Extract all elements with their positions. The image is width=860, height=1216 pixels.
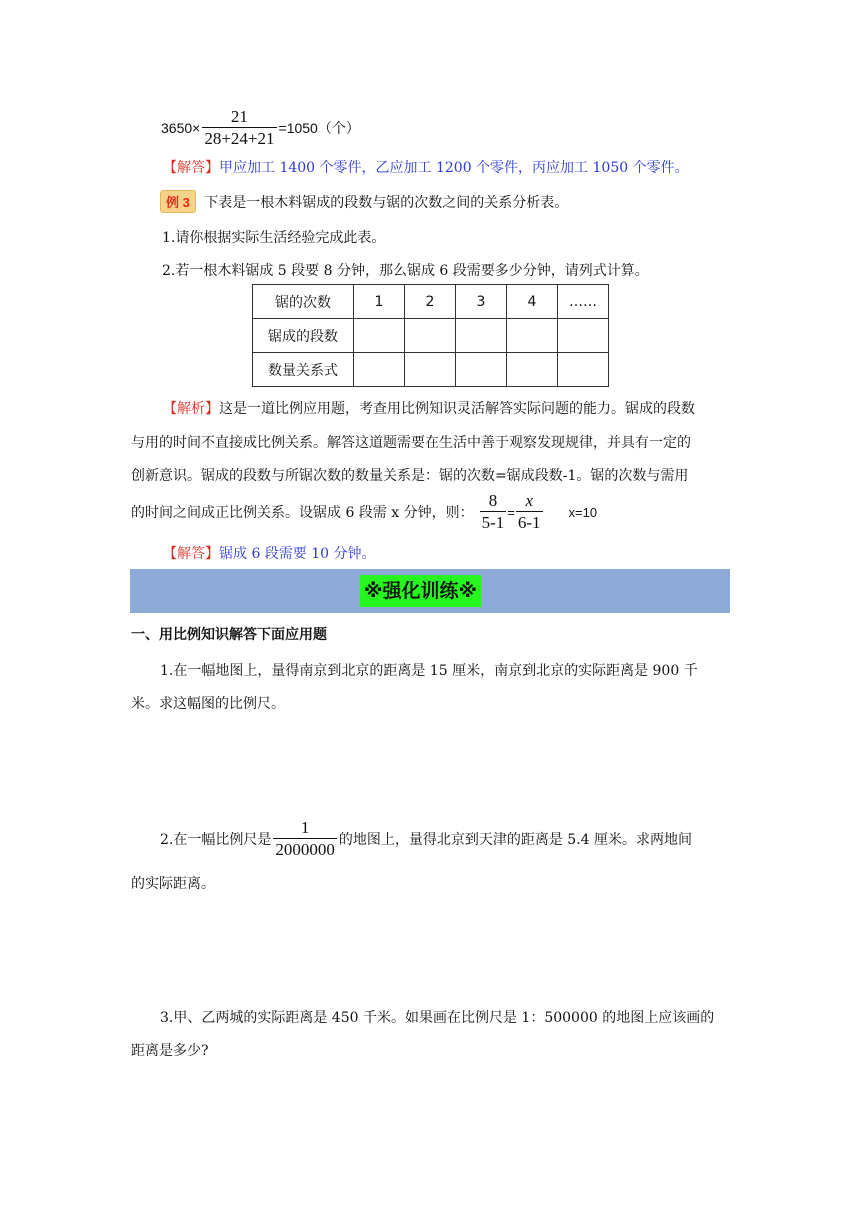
table-cell[interactable] bbox=[405, 319, 456, 353]
answer-text: 甲应加工 1400 个零件，乙应加工 1200 个零件，丙应加工 1050 个零件。 bbox=[219, 160, 689, 176]
calc-line bbox=[161, 104, 360, 152]
proportion-left bbox=[480, 491, 507, 534]
table-cell: 1 bbox=[354, 285, 405, 319]
table-cell[interactable] bbox=[456, 353, 507, 387]
fraction-denominator: 5-1 bbox=[481, 512, 505, 532]
fraction-denominator: 6-1 bbox=[517, 512, 541, 532]
answer-1 bbox=[163, 157, 689, 177]
calc-numerator: 21 bbox=[230, 106, 248, 126]
proportion-right bbox=[516, 491, 543, 534]
analysis-text-1: 这是一道比例应用题，考查用比例知识灵活解答实际问题的能力。锯成的段数 bbox=[219, 401, 695, 417]
table-cell[interactable] bbox=[456, 319, 507, 353]
problem-1-line-1: 1.在一幅地图上，量得南京到北京的距离是 15 厘米，南京到北京的实际距离是 900 千 bbox=[160, 663, 698, 679]
table-row bbox=[253, 353, 609, 387]
equals-sign: = bbox=[507, 504, 515, 520]
problem-2-line-2: 的实际距离。 bbox=[131, 876, 215, 892]
analysis-line-1 bbox=[163, 398, 695, 418]
table-cell: 锯的次数 bbox=[253, 285, 354, 319]
problem-1-line-2: 米。求这幅图的比例尺。 bbox=[131, 696, 285, 712]
answer-2 bbox=[163, 543, 376, 563]
example-intro-text: 下表是一根木料锯成的段数与锯的次数之间的关系分析表。 bbox=[204, 195, 569, 211]
problem-3-line-1: 3.甲、乙两城的实际距离是 450 千米。如果画在比例尺是 1：500000 的地图上应该画的 bbox=[160, 1010, 715, 1026]
fraction-denominator: 2000000 bbox=[275, 839, 335, 859]
fraction-numerator: x bbox=[525, 490, 533, 510]
calc-denominator: 28+24+21 bbox=[204, 128, 275, 148]
answer-tag: 【解答】 bbox=[163, 160, 219, 176]
problem-2-post: 的地图上，量得北京到天津的距离是 5.4 厘米。求两地间 bbox=[338, 832, 693, 848]
problem-2-pre: 2.在一幅比例尺是 bbox=[160, 832, 272, 848]
problem-2-line-1 bbox=[160, 815, 692, 863]
table-row bbox=[253, 319, 609, 353]
table-row bbox=[253, 285, 609, 319]
table-cell: 4 bbox=[507, 285, 558, 319]
table-cell: …… bbox=[558, 285, 609, 319]
table-cell[interactable] bbox=[354, 353, 405, 387]
table-cell[interactable] bbox=[354, 319, 405, 353]
table-cell[interactable] bbox=[507, 319, 558, 353]
table-cell[interactable] bbox=[507, 353, 558, 387]
table-cell: 锯成的段数 bbox=[253, 319, 354, 353]
table-cell: 2 bbox=[405, 285, 456, 319]
calc-prefix: 3650× bbox=[161, 120, 201, 136]
calc-result: =1050（个） bbox=[278, 120, 360, 136]
analysis-line-2: 与用的时间不直接成比例关系。解答这道题需要在生活中善于观察发现规律，并具有一定的 bbox=[131, 435, 691, 451]
answer-tag: 【解答】 bbox=[163, 546, 219, 562]
saw-table bbox=[252, 284, 609, 387]
fraction-numerator: 8 bbox=[488, 490, 498, 510]
table-cell: 3 bbox=[456, 285, 507, 319]
table-cell[interactable] bbox=[558, 353, 609, 387]
question-2: 2.若一根木料锯成 5 段要 8 分钟，那么锯成 6 段需要多少分钟，请列式计算。 bbox=[162, 263, 649, 279]
analysis-text-4: 的时间之间成正比例关系。设锯成 6 段需 x 分钟，则： bbox=[131, 505, 474, 521]
table-cell[interactable] bbox=[405, 353, 456, 387]
analysis-line-3: 创新意识。锯成的段数与所锯次数的数量关系是：锯的次数=锯成段数-1。锯的次数与需用 bbox=[131, 468, 689, 484]
analysis-tag: 【解析】 bbox=[163, 401, 219, 417]
table-cell: 数量关系式 bbox=[253, 353, 354, 387]
question-1: 1.请你根据实际生活经验完成此表。 bbox=[162, 230, 386, 246]
example-badge: 例 3 bbox=[160, 190, 196, 213]
section-heading: 一、用比例知识解答下面应用题 bbox=[131, 626, 327, 642]
analysis-result: x=10 bbox=[568, 504, 598, 520]
banner-title: ※强化训练※ bbox=[360, 575, 481, 607]
analysis-line-4 bbox=[131, 488, 597, 536]
example-3-intro bbox=[160, 190, 568, 213]
answer-text: 锯成 6 段需要 10 分钟。 bbox=[219, 546, 376, 562]
fraction-numerator: 1 bbox=[300, 817, 310, 837]
problem-3-line-2: 距离是多少? bbox=[131, 1043, 209, 1059]
scale-fraction bbox=[273, 818, 337, 861]
table-cell[interactable] bbox=[558, 319, 609, 353]
calc-fraction bbox=[202, 107, 276, 150]
